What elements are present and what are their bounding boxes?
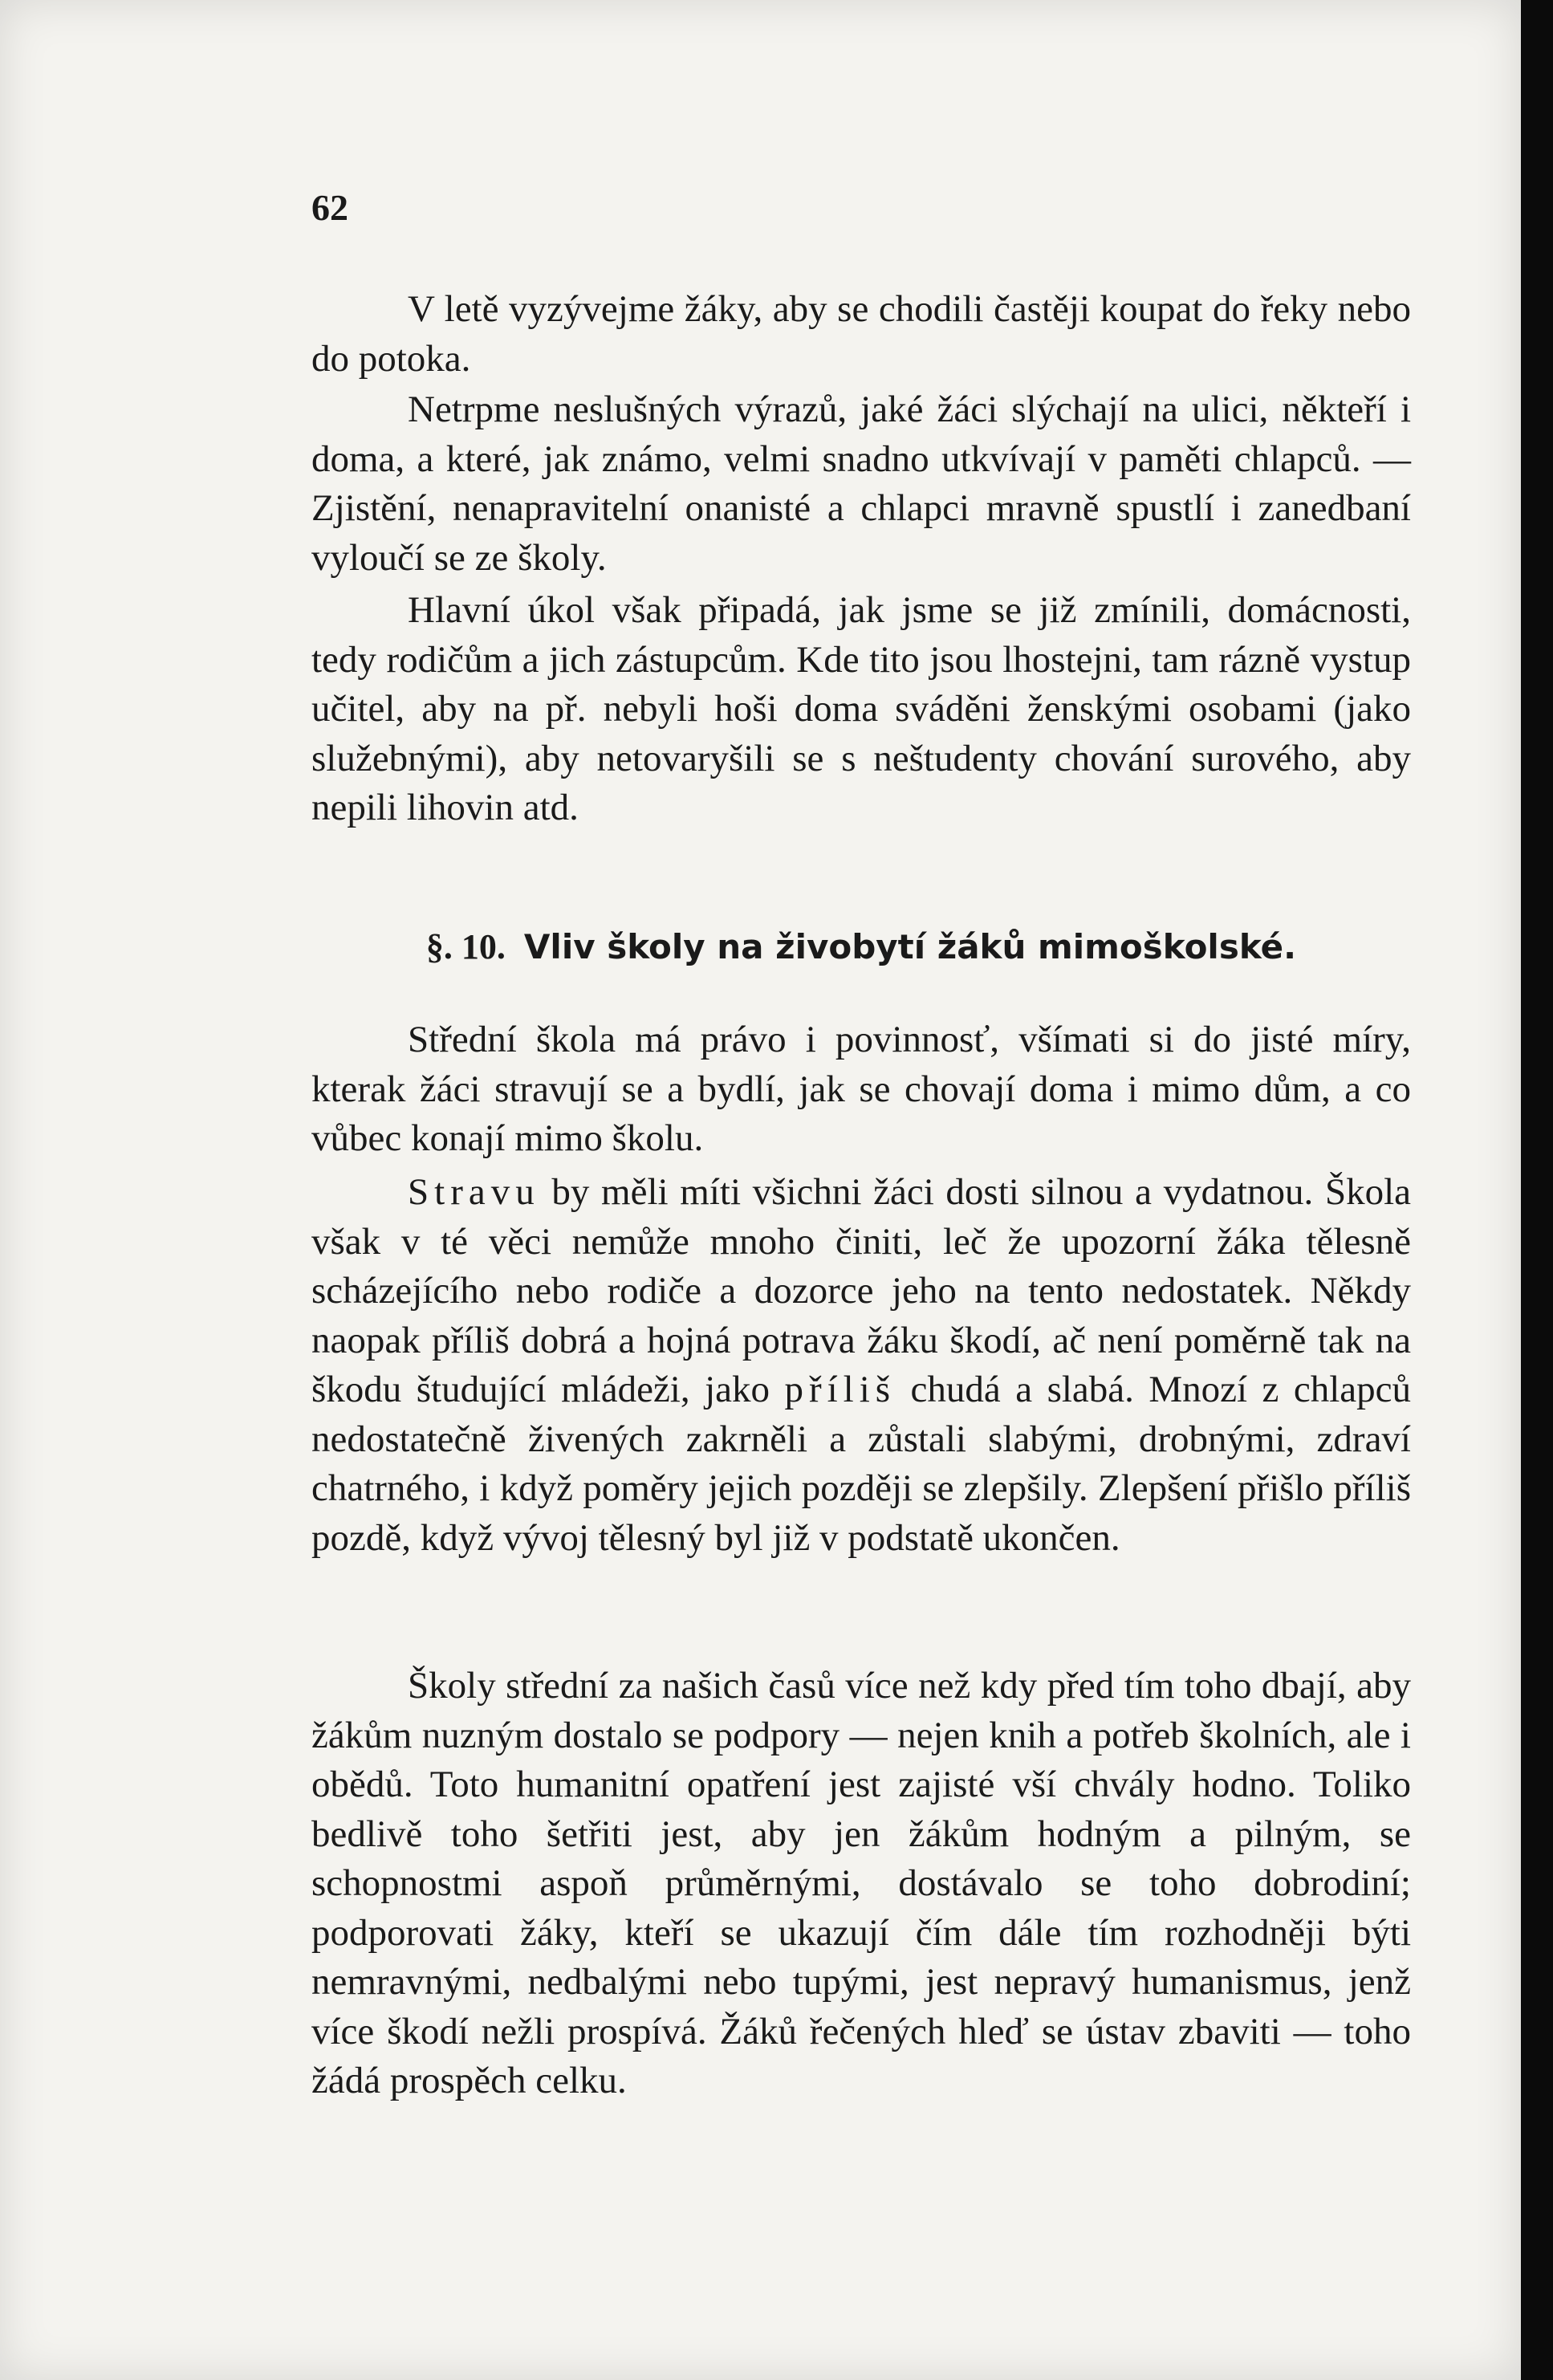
paragraph-school-right: Střední škola má právo i povinnosť, všímati si do jisté míry, kterak žáci stravují se a bydlí, jak se chovají doma i mimo dům, a co vůbec konají mimo školu. bbox=[311, 1019, 1411, 1159]
paragraph-nutrition bbox=[311, 1168, 1411, 1563]
nutrition-text-a: by měli míti všichni žáci dosti silnou a vydatnou. Škola však v té věci nemůže mnoho činiti, leč že upozorní žáka tělesně scházejícího nebo rodiče a dozorce jeho na tento nedostatek. Někdy naopak příliš dobrá a hojná potrava žáku škodí, ač není poměrně tak na škodu študující mládeži, jako bbox=[311, 1171, 1411, 1410]
page-number: 62 bbox=[311, 187, 348, 228]
paragraph-summer-bathing: V letě vyzývejme žáky, aby se chodili častěji koupat do řeky nebo do potoka. bbox=[311, 288, 1411, 380]
section-heading bbox=[311, 923, 1411, 971]
spaced-word-stravu: Stravu bbox=[408, 1171, 540, 1213]
paragraph-indecent-language: Netrpme neslušných výrazů, jaké žáci slýchají na ulici, někteří i doma, a které, jak známo, velmi snadno utkvívají v paměti chlapců. — Zjistění, nenapravitelní onanisté a chlapci mravně spustlí i zanedbaní vyloučí se ze školy. bbox=[311, 389, 1411, 579]
section-title: Vliv školy na živobytí žáků mimoškolské. bbox=[523, 927, 1297, 966]
paragraph-household-task: Hlavní úkol však připadá, jak jsme se již zmínili, domácnosti, tedy rodičům a jich zástupcům. Kde tito jsou lhostejni, tam rázně vystup učitel, aby na př. nebyli hoši doma sváděni ženskými osobami (jako služebnými), aby netovaryšili se s neštudenty chování surového, aby nepili lihovin atd. bbox=[311, 589, 1411, 828]
paragraph-support-poor-students: Školy střední za našich časů více než kdy před tím toho dbají, aby žákům nuzným dostalo se podpory — nejen knih a potřeb školních, ale i obědů. Toto humanitní opatření jest zajisté vší chvály hodno. Toliko bedlivě toho šetřiti jest, aby jen žákům hodným a pilným, se schopnostmi aspoň průměrnými, dostávalo se toho dobrodiní; podporovati žáky, kteří se ukazují čím dále tím rozhodněji býti nemravnými, nedbalými nebo tupými, jest nepravý humanismus, jenž více škodí nežli prospívá. Žáků řečených hleď se ústav zbaviti — toho žádá prospěch celku. bbox=[311, 1665, 1411, 2101]
nutrition-text-b: chudá a slabá. Mnozí z chlapců nedostatečně živených zakrněli a zůstali slabými, drobnými, zdraví chatrného, i když poměry jejich později se zlepšily. Zlepšení přišlo příliš pozdě, když vývoj tělesný byl již v podstatě ukončen. bbox=[311, 1369, 1411, 1559]
spaced-word-prilis: příliš bbox=[784, 1369, 896, 1410]
scan-edge bbox=[1521, 0, 1553, 2380]
section-number: §. 10. bbox=[425, 927, 506, 966]
